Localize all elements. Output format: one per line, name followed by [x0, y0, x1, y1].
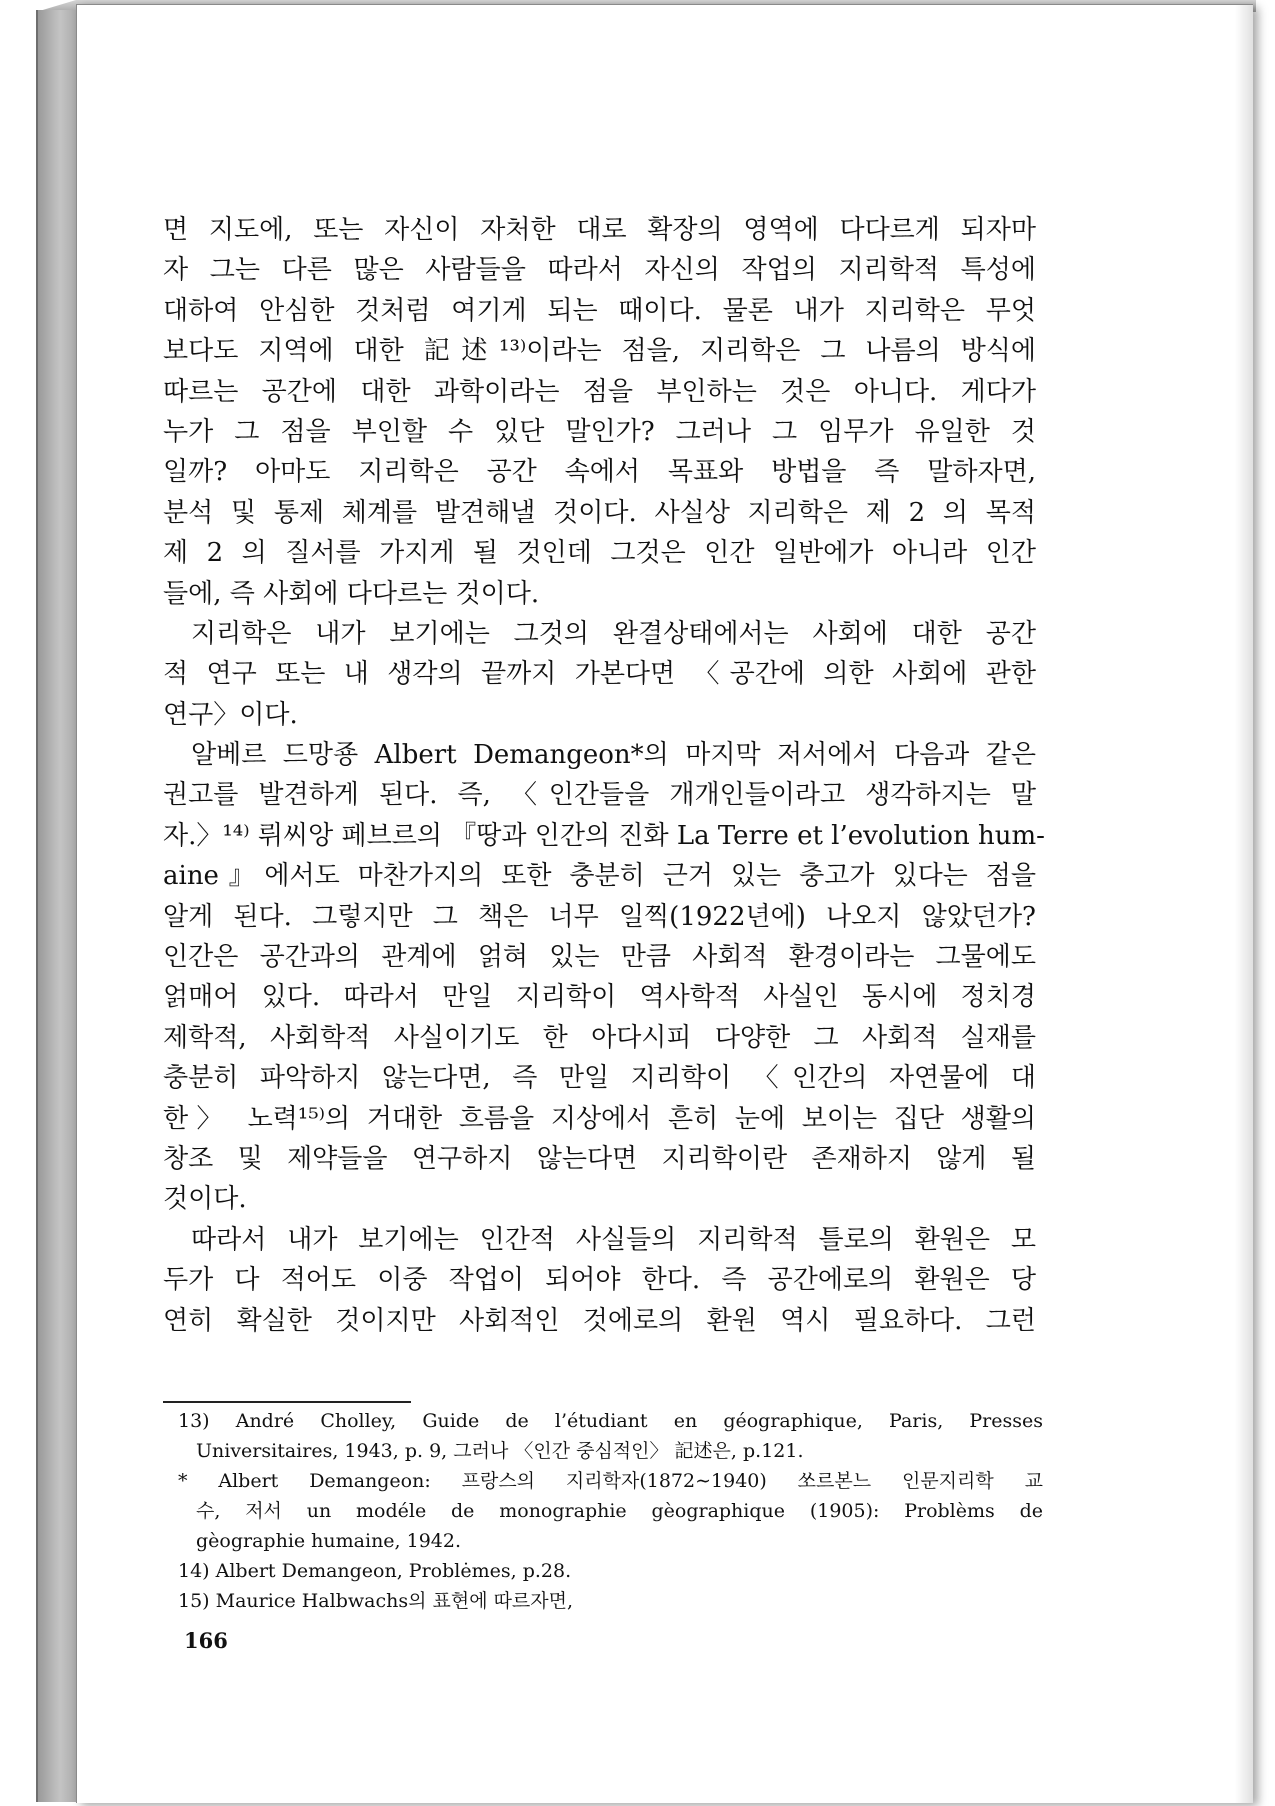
body-line-28: 연히 확실한 것이지만 사회적인 것에로의 환원 역시 필요하다. 그런 — [163, 1305, 1036, 1336]
body-line-13: 연구〉이다. — [163, 699, 298, 730]
footnote-13-line-2: Universitaires, 1943, p. 9, 그러나 〈인간 중심적인〉 記述은, p.121. — [196, 1440, 804, 1462]
body-line-23: 한〉 노력¹⁵⁾의 거대한 흐름을 지상에서 흔히 눈에 보이는 집단 생활의 — [163, 1103, 1036, 1134]
footnote-star-line-3: gèographie humaine, 1942. — [196, 1530, 462, 1552]
page-shadow-edge — [1235, 5, 1253, 1803]
body-line-5: 따르는 공간에 대한 과학이라는 점을 부인하는 것은 아니다. 게다가 — [163, 376, 1036, 407]
body-line-15: 권고를 발견하게 된다. 즉, 〈인간들을 개개인들이라고 생각하지는 말 — [163, 780, 1036, 811]
footnote-13-line-1: 13) André Cholley, Guide de l’étudiant en géographique, Paris, Presses — [178, 1410, 1043, 1432]
body-line-3: 대하여 안심한 것처럼 여기게 되는 때이다. 물론 내가 지리학은 무엇 — [163, 295, 1036, 326]
body-line-12: 적 연구 또는 내 생각의 끝까지 가본다면 〈공간에 의한 사회에 관한 — [163, 659, 1036, 690]
body-line-20: 얽매어 있다. 따라서 만일 지리학이 역사학적 사실인 동시에 정치경 — [163, 982, 1036, 1013]
body-line-18: 알게 된다. 그렇지만 그 책은 너무 일찍(1922년에) 나오지 않았던가? — [163, 901, 1036, 932]
footnote-star-line-2: 수, 저서 un modéle de monographie gèographique (1905): Problèms de — [196, 1500, 1043, 1522]
body-line-4: 보다도 지역에 대한 記述¹³⁾이라는 점을, 지리학은 그 나름의 방식에 — [163, 336, 1036, 367]
body-line-24: 창조 및 제약들을 연구하지 않는다면 지리학이란 존재하지 않게 될 — [163, 1143, 1036, 1174]
body-line-11: 지리학은 내가 보기에는 그것의 완결상태에서는 사회에 대한 공간 — [191, 618, 1036, 649]
body-line-17: aine』에서도 마찬가지의 또한 충분히 근거 있는 충고가 있다는 점을 — [163, 861, 1036, 892]
footnote-divider — [163, 1401, 411, 1403]
page-number: 166 — [184, 1628, 228, 1653]
body-line-27: 두가 다 적어도 이중 작업이 되어야 한다. 즉 공간에로의 환원은 당 — [163, 1265, 1036, 1296]
footnote-15: 15) Maurice Halbwachs의 표현에 따르자면, — [178, 1590, 574, 1612]
body-line-26: 따라서 내가 보기에는 인간적 사실들의 지리학적 틀로의 환원은 모 — [191, 1224, 1036, 1255]
body-line-6: 누가 그 점을 부인할 수 있단 말인가? 그러나 그 임무가 유일한 것 — [163, 416, 1036, 447]
body-line-14: 알베르 드망죵 Albert Demangeon*의 마지막 저서에서 다음과 같은 — [191, 740, 1036, 771]
body-line-7: 일까? 아마도 지리학은 공간 속에서 목표와 방법을 즉 말하자면, — [163, 457, 1036, 488]
body-line-2: 자 그는 다른 많은 사람들을 따라서 자신의 작업의 지리학적 특성에 — [163, 255, 1036, 286]
body-line-9: 제 2 의 질서를 가지게 될 것인데 그것은 인간 일반에가 아니라 인간 — [163, 538, 1036, 569]
footnotes — [163, 1406, 1043, 1616]
body-line-25: 것이다. — [163, 1184, 247, 1215]
body-line-16: 자.〉¹⁴⁾ 뤼씨앙 페브르의 『땅과 인간의 진화 La Terre et l’evolution hum- — [163, 820, 1045, 851]
body-line-10: 들에, 즉 사회에 다다르는 것이다. — [163, 578, 540, 609]
body-line-1: 면 지도에, 또는 자신이 자처한 대로 확장의 영역에 다다르게 되자마 — [163, 215, 1036, 245]
footnote-star-line-1: * Albert Demangeon: 프랑스의 지리학자(1872∼1940) 쏘르본느 인문지리학 교 — [178, 1470, 1043, 1492]
body-line-8: 분석 및 통제 체계를 발견해낼 것이다. 사실상 지리학은 제 2 의 목적 — [163, 497, 1036, 528]
body-line-19: 인간은 공간과의 관계에 얽혀 있는 만큼 사회적 환경이라는 그물에도 — [163, 942, 1036, 973]
body-line-22: 충분히 파악하지 않는다면, 즉 만일 지리학이 〈인간의 자연물에 대 — [163, 1063, 1036, 1094]
book-spine — [36, 10, 78, 1802]
body-text — [163, 210, 1045, 1341]
footnote-14: 14) Albert Demangeon, Problėmes, p.28. — [178, 1560, 572, 1582]
body-line-21: 제학적, 사회학적 사실이기도 한 아다시피 다양한 그 사회적 실재를 — [163, 1022, 1036, 1053]
